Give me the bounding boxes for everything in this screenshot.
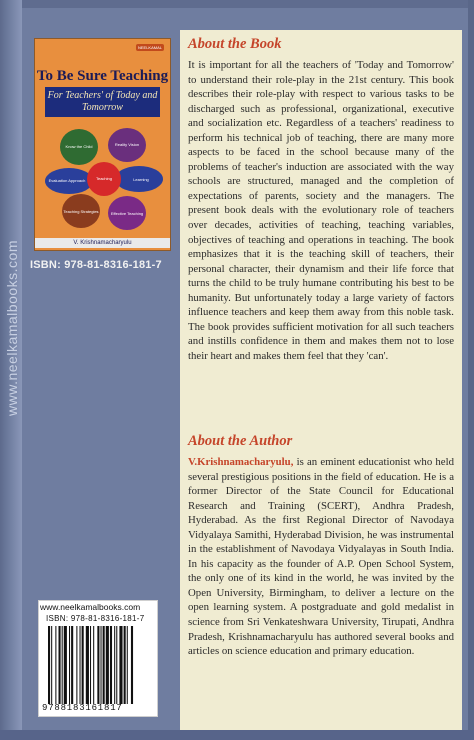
barcode-stripe — [86, 626, 89, 704]
about-author-text — [188, 455, 454, 659]
barcode-stripe — [62, 626, 63, 704]
about-author-heading: About the Author — [188, 433, 293, 449]
barcode-stripe — [101, 626, 102, 704]
barcode-bars — [48, 626, 152, 704]
thumbnail-author: V. Krishnamacharyulu — [35, 238, 170, 248]
about-book-heading: About the Book — [188, 36, 282, 52]
barcode-stripe — [59, 626, 61, 704]
barcode-stripe — [119, 626, 122, 704]
isbn-label: ISBN: 978-81-8316-181-7 — [30, 259, 162, 271]
cover-top-edge — [0, 0, 474, 8]
barcode-stripe — [55, 626, 56, 704]
barcode-isbn: ISBN: 978-81-8316-181-7 — [46, 614, 145, 623]
petal-label: Know the Child — [65, 144, 93, 149]
petal-label: Teaching — [95, 176, 113, 181]
barcode-stripe — [124, 626, 126, 704]
barcode-digits: 9788183161817 — [42, 703, 123, 713]
barcode-stripe — [106, 626, 109, 704]
barcode-stripe — [69, 626, 70, 704]
barcode-stripe — [131, 626, 133, 704]
front-cover-thumbnail — [34, 38, 171, 251]
barcode-stripe — [114, 626, 115, 704]
barcode-stripe — [82, 626, 84, 704]
author-name: V.Krishnamacharyulu, — [188, 456, 294, 468]
back-cover-text-panel — [180, 30, 462, 732]
thumbnail-title: To Be Sure Teaching — [36, 68, 169, 84]
barcode-stripe — [110, 626, 112, 704]
petal-label: Learning — [133, 177, 149, 182]
publisher-logo: NEELKAMAL — [137, 45, 162, 50]
barcode-stripe — [116, 626, 117, 704]
barcode-stripe — [103, 626, 105, 704]
barcode-stripe — [48, 626, 50, 704]
petal-label: Teaching Strategies — [63, 209, 99, 214]
barcode-stripe — [127, 626, 128, 704]
thumbnail-subtitle: For Teachers' of Today and Tomorrow — [45, 87, 160, 117]
cover-bottom-edge — [0, 730, 474, 740]
barcode-stripe — [71, 626, 73, 704]
cover-right-edge — [468, 0, 474, 740]
barcode-stripe — [51, 626, 52, 704]
barcode-stripe — [90, 626, 91, 704]
spine-website-text: www.neelkamalbooks.com — [4, 240, 20, 416]
teaching-petal-diagram — [39, 119, 167, 237]
petal-label: Effective Teaching — [110, 211, 144, 216]
barcode-stripe — [93, 626, 94, 704]
petal-label: Reality Vision — [114, 142, 140, 147]
barcode-website: www.neelkamalbooks.com — [40, 602, 141, 612]
about-book-text: It is important for all the teachers of 'Today and Tomorrow' to understand their role-play in the 21st century. This book describes their role-play with respect to various tasks to be discharged such as professional, organizational, executive and socialization etc. Regardless of a teachers' readiness to perform his technical job of teaching, there are many more aspects to be faced in the school because many of the problems of teacher's induction are associated with the way schools are structured, managed and the completion of expectations of parents, society and the managers. The present book deals with the evolutionary role of teachers over decades, activities of teaching, teaching variables, objectives of teaching and operations in teaching. The book emphasizes that it is the teaching skill of teachers, their personal character, their dynamism and their life force that turns the child to be truly humane contributing his best to be humanity. But unfortunately today a large variety of factors influence teachers and keep them away from this noble task. The book provides sufficient motivation for all such teachers and instills confidence in them and makes them not to lose their heart and makes them feel that they 'can'. — [188, 59, 454, 362]
author-bio: is an eminent educationist who held several prestigious positions in the field of education. He is a former Director of the State Council for Educational Research and Training (SCERT), Andhra Pradesh, Hyderabad. As the first Regional Director of Navodaya Vidyalaya Samithi, Hyderabad Division, he was instrumental in the establishment of Navodaya Vidyalayas in South India. In his capacity as the founder of A.P. Open School System, the only one of its kind in the world, he was invited by the Open University, Birmingham, to deliver a lecture on the open learning system. A postgraduate and gold medalist in science from Sri Venkateshwara University, Tirupati, Andhra Pradesh, Krishnamacharyulu has authored several books and articles on science education and primary education. — [188, 456, 454, 658]
barcode-stripe — [97, 626, 99, 704]
petal-label: Evaluation Approach — [48, 178, 86, 183]
barcode-stripe — [76, 626, 77, 704]
barcode-stripe — [64, 626, 67, 704]
barcode-stripe — [80, 626, 81, 704]
